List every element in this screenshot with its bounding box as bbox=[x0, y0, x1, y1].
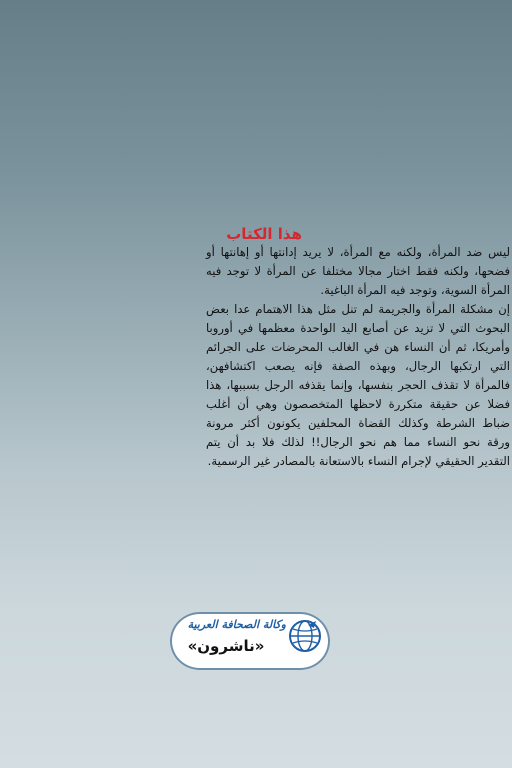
publisher-logo bbox=[170, 612, 330, 670]
section-title: هذا الكتاب bbox=[226, 225, 302, 243]
body-paragraph-2: إن مشكلة المرأة والجريمة لم تنل مثل هذا الاهتمام عدا بعض البحوث التي لا تزيد عن أصابع اليد الواحدة معظمها في أوروبا وأمريكا، ثم أن النساء هن في الغالب المحرضات على الجرائم التي ارتكبها الرجال، وبهذه الصفة فإنه يصعب اكتشافهن، فالمرأة لا تقذف الحجر بنفسها، وإنما يقذفه الرجل بسببها، هذا فضلا عن حقيقة متكررة لاحظها المتخصصون وهي أن أغلب ضباط الشرطة وكذلك القضاة المحلفين يكونون أكثر مرونة ورقة نحو النساء مما هم نحو الرجال!! لذلك فلا بد أن يتم التقدير الحقيقي لإجرام النساء بالاستعانة بالمصادر غير الرسمية. bbox=[206, 302, 510, 468]
publisher-tagline: «ناشرون» bbox=[187, 637, 265, 655]
body-paragraph-1: ليس ضد المرأة، ولكنه مع المرأة، لا يريد إدانتها أو إهانتها أو فضحها، ولكنه فقط اختار مجالا مختلفا عن المرأة لا توجد فيه المرأة السوية، وتوجد فيه المرأة الباغية. bbox=[206, 245, 510, 297]
globe-icon bbox=[288, 619, 322, 653]
body-text bbox=[206, 243, 510, 471]
publisher-name: وكالة الصحافة العربية bbox=[187, 618, 286, 631]
